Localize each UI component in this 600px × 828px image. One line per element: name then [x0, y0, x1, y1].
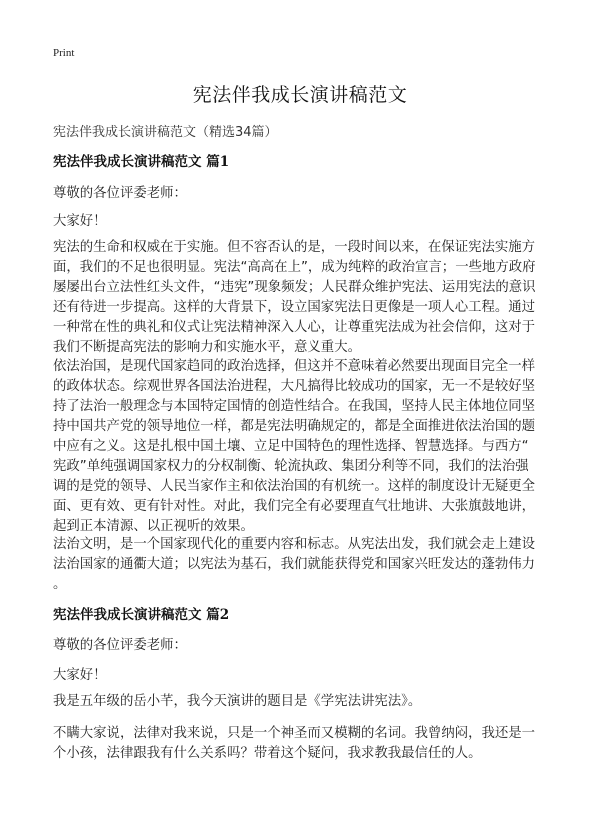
- paragraph-line: 法治文明，是一个国家现代化的重要内容和标志。从宪法出发，我们就会走上建设: [53, 537, 536, 552]
- greeting-1: 尊敬的各位评委老师：: [53, 186, 187, 201]
- paragraph-line: 宪法的生命和权威在于实施。但不容否认的是，一段时间以来，在保证宪法实施方: [53, 240, 536, 255]
- paragraph-line: 调的是党的领导、人民当家作主和依法治国的有机统一。这样的制度设计无疑更全: [53, 479, 536, 494]
- print-label[interactable]: Print: [53, 47, 75, 59]
- paragraph-line: 屡屡出台立法性红头文件，“违宪”现象频发；人民群众维护宪法、运用宪法的意识: [53, 280, 536, 295]
- greeting-2: 尊敬的各位评委老师：: [53, 638, 187, 653]
- paragraph-line: 面，我们的不足也很明显。宪法“高高在上”，成为纯粹的政治宣言；一些地方政府: [53, 260, 536, 275]
- paragraph-1-2: [53, 357, 553, 537]
- hello-1: 大家好！: [53, 214, 107, 229]
- paragraph-2-2: [53, 724, 553, 764]
- paragraph-line: 面、更有效、更有针对性。对此，我们完全有必要理直气壮地讲、大张旗鼓地讲，: [53, 499, 536, 514]
- paragraph-line: 持了法治一般理念与本国特定国情的创造性结合。在我国，坚持人民主体地位同坚: [53, 399, 536, 414]
- paragraph-line: 宪政”单纯强调国家权力的分权制衡、轮流执政、集团分利等不同，我们的法治强: [53, 459, 529, 474]
- paragraph-line: 的政体状态。综观世界各国法治进程，大凡搞得比较成功的国家，无一不是较好坚: [53, 379, 536, 394]
- section-heading-2: 宪法伴我成长演讲稿范文 篇2: [53, 607, 230, 623]
- paragraph-line: 持中国共产党的领导地位一样，都是宪法明确规定的，都是全面推进依法治国的题: [53, 419, 536, 434]
- paragraph-line: 起到正本清源、以正视听的效果。: [53, 519, 254, 534]
- paragraph-2-1: [53, 692, 553, 712]
- hello-2: 大家好！: [53, 668, 107, 683]
- document-title: 宪法伴我成长演讲稿范文: [192, 84, 408, 106]
- document-subtitle: 宪法伴我成长演讲稿范文（精选34篇）: [53, 125, 278, 140]
- paragraph-line: 我们不断提高宪法的影响力和实施水平，意义重大。: [53, 340, 361, 355]
- paragraph-line: 。: [53, 577, 67, 592]
- paragraph-line: 中应有之义。这是扎根中国土壤、立足中国特色的理性选择、智慧选择。与西方“: [53, 439, 529, 454]
- paragraph-line: 还有待进一步提高。这样的大背景下，设立国家宪法日更像是一项人心工程。通过: [53, 300, 536, 315]
- paragraph-1-1: [53, 238, 553, 358]
- paragraph-1-3: [53, 535, 553, 595]
- paragraph-line: 法治国家的通衢大道；以宪法为基石，我们就能获得党和国家兴旺发达的蓬勃伟力: [53, 557, 536, 572]
- paragraph-line: 我是五年级的岳小芊，我今天演讲的题目是《学宪法讲宪法》。: [53, 694, 422, 709]
- paragraph-line: 不瞒大家说，法律对我来说，只是一个神圣而又模糊的名词。我曾纳闷，我还是一: [53, 726, 536, 741]
- paragraph-line: 个小孩，法律跟我有什么关系吗？带着这个疑问，我求教我最信任的人。: [53, 746, 482, 761]
- paragraph-line: 一种常在性的典礼和仪式让宪法精神深入人心，让尊重宪法成为社会信仰，这对于: [53, 320, 536, 335]
- paragraph-line: 依法治国，是现代国家趋同的政治选择，但这并不意味着必然要出现面目完全一样: [53, 359, 536, 374]
- section-heading-1: 宪法伴我成长演讲稿范文 篇1: [53, 154, 230, 170]
